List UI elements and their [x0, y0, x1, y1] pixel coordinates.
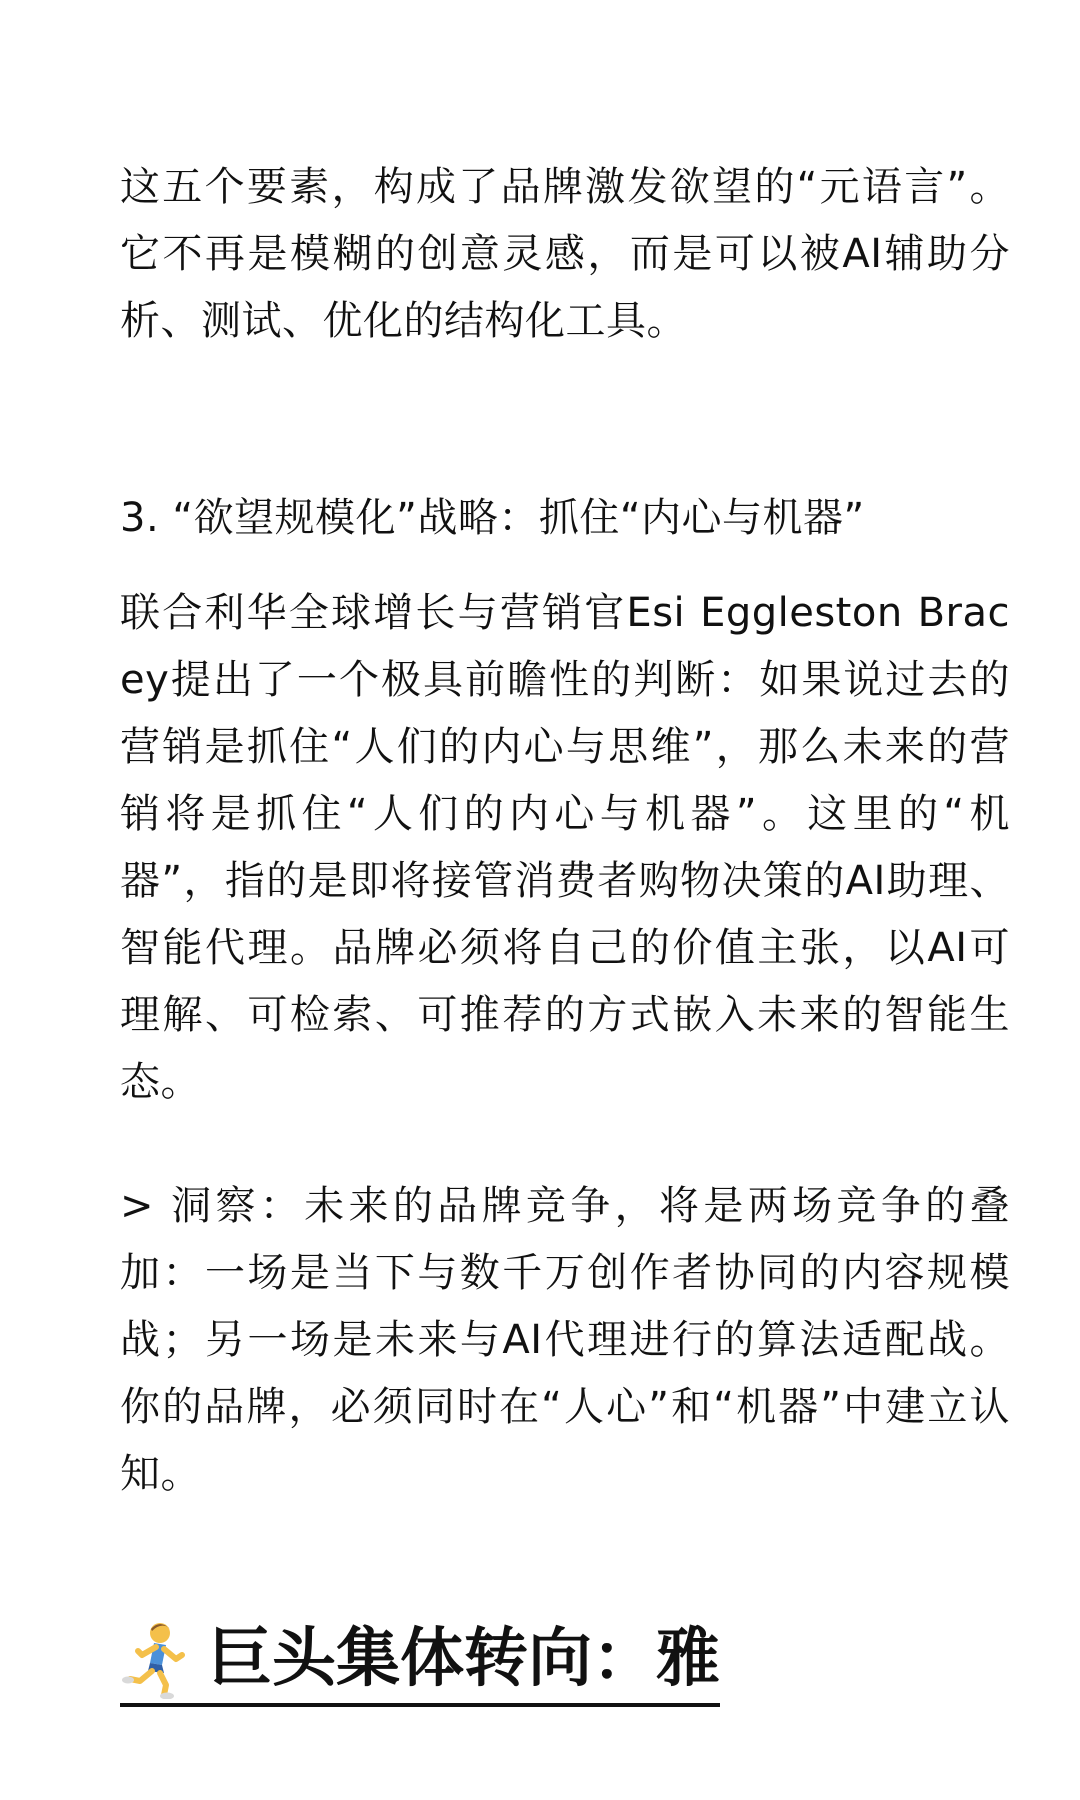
next-section-heading-text: 巨头集体转向：雅: [208, 1622, 720, 1696]
runner-icon: [120, 1619, 190, 1699]
section-title: 3. “欲望规模化”战略：抓住“内心与机器”: [120, 495, 865, 541]
next-section-heading: [120, 1619, 720, 1707]
insight-paragraph: > 洞察：未来的品牌竞争，将是两场竞争的叠加：一场是当下与数千万创作者协同的内容规模战；另一场是未来与AI代理进行的算法适配战。你的品牌，必须同时在“人心”和“机器”中建立认知。: [120, 1183, 1010, 1497]
intro-paragraph: 这五个要素，构成了品牌激发欲望的“元语言”。它不再是模糊的创意灵感，而是可以被AI辅助分析、测试、优化的结构化工具。: [120, 164, 1010, 344]
bracey-paragraph: 联合利华全球增长与营销官Esi Eggleston Bracey提出了一个极具前瞻性的判断：如果说过去的营销是抓住“人们的内心与思维”，那么未来的营销将是抓住“人们的内心与机器”。这里的“机器”，指的是即将接管消费者购物决策的AI助理、智能代理。品牌必须将自己的价值主张，以AI可理解、可检索、可推荐的方式嵌入未来的智能生态。: [120, 590, 1010, 1105]
